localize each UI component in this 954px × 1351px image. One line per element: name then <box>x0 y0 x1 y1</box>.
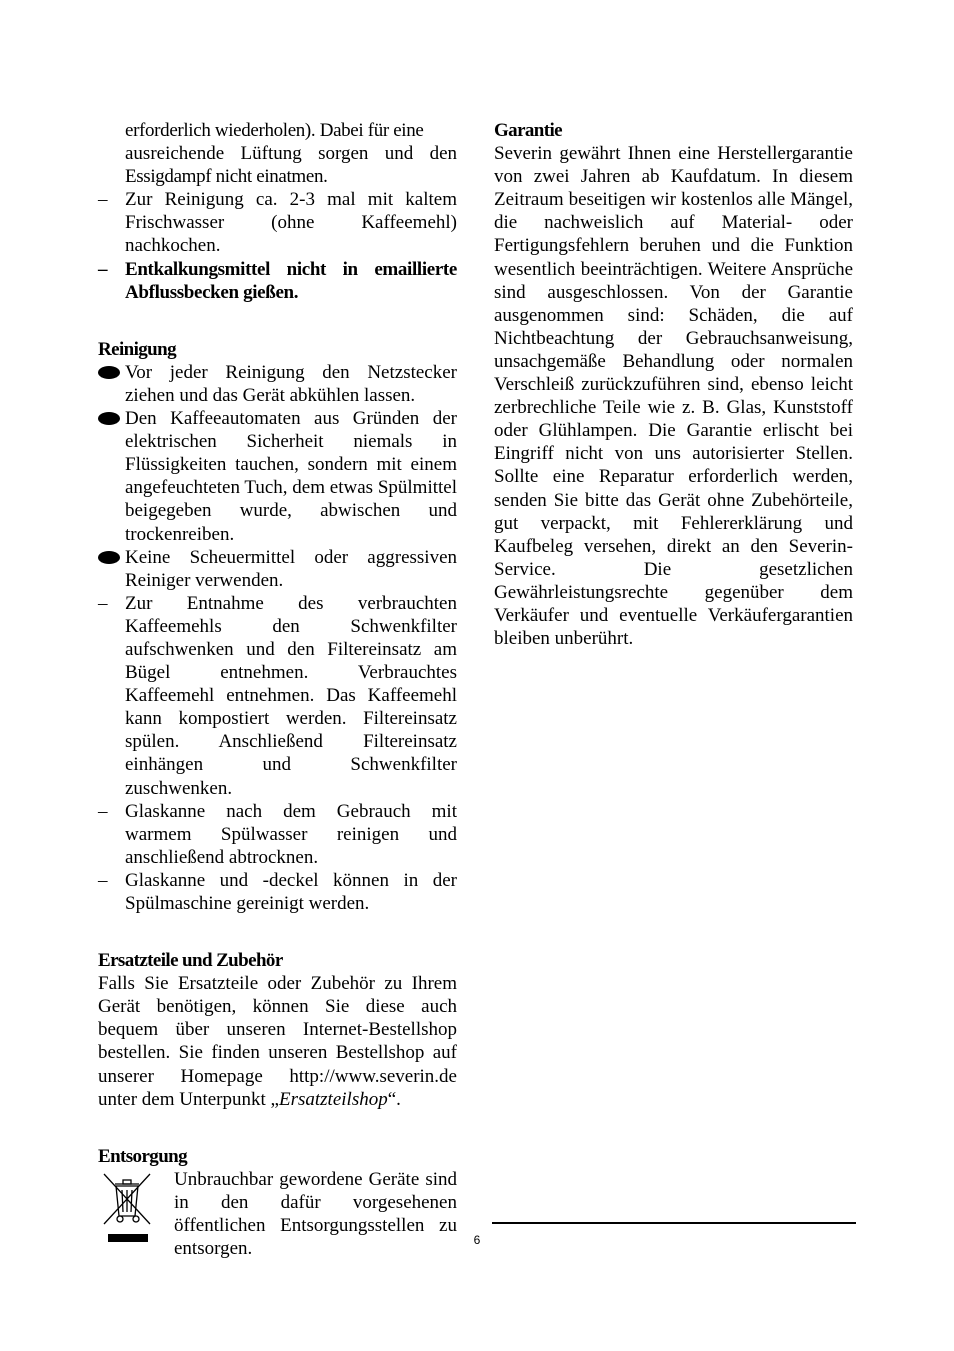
list-item-text: Entkalkungsmittel nicht in emaillierte Abflussbecken gießen. <box>125 258 457 303</box>
intro-line-1: erforderlich wiederholen). Dabei für eine <box>125 120 424 141</box>
footer-rule <box>492 1222 856 1224</box>
intro-line-2: ausreichende Lüftung sorgen und den <box>125 143 457 165</box>
bullet-icon <box>98 551 120 564</box>
list-item-warning <box>98 258 457 304</box>
dash-marker: – <box>98 800 108 822</box>
list-item <box>98 800 457 869</box>
spare-parts-text: Falls Sie Ersatzteile oder Zubehör zu Ihrem Gerät benötigen, können Sie diese auch bequem über unseren Internet-Bestellshop bestellen. Sie finden unseren Bestellshop auf unserer Homepage http://www.severin.de unter dem Unterpunkt „ <box>98 973 457 1110</box>
bullet-icon <box>98 366 120 379</box>
dash-marker: – <box>98 592 108 614</box>
list-item <box>98 592 457 800</box>
list-item <box>98 407 457 546</box>
list-item-text: Zur Entnahme des verbrauchten Kaffeemehls den Schwenkfilter aufschwenken und den Filtereinsatz am Bügel entnehmen. Verbrauchtes Kaffeemehl entnehmen. Das Kaffeemehl kann kompostiert werden. Filtereinsatz spülen. Anschließend Filtereinsatz einhängen und Schwenkfilter zuschwenken. <box>125 592 457 799</box>
spare-parts-text-end: “. <box>387 1088 401 1110</box>
dash-marker: – <box>98 258 108 280</box>
list-item-text: Den Kaffeeautomaten aus Gründen der elektrischen Sicherheit niemals in Flüssigkeiten tauchen, sondern mit einem angefeuchteten Tuch, dem etwas Spülmittel beigegeben wurde, abwischen und trockenreiben. <box>125 408 457 545</box>
page-number: 6 <box>473 1233 481 1247</box>
list-item <box>98 546 457 592</box>
section-heading-disposal: Entsorgung <box>98 1145 188 1167</box>
section-heading-warranty: Garantie <box>494 120 563 141</box>
spacer <box>98 304 457 327</box>
spacer <box>98 915 457 938</box>
list-item-text: Keine Scheuermittel oder aggressiven Reiniger verwenden. <box>125 546 457 591</box>
right-column <box>494 119 853 650</box>
bullet-icon <box>98 412 120 425</box>
list-item-text: Zur Reinigung ca. 2-3 mal mit kaltem Frischwasser (ohne Kaffeemehl) nachkochen. <box>125 189 457 257</box>
list-item <box>98 869 457 915</box>
warranty-paragraph: Severin gewährt Ihnen eine Herstellergarantie von zwei Jahren ab Kaufdatum. In diesem Zeitraum beseitigen wir kostenlos alle Mängel, die nachweislich auf Material- oder Fertigungsfehlern beruhen und die Funktion wesentlich beeinträchtigen. Weitere Ansprüche sind ausgeschlossen. Von der Garantie ausgenommen sind: Schäden, die auf Nichtbeachtung der Gebrauchsanweisung, unsachgemäße Behandlung oder normalen Verschleiß zurückzuführen sind, ebenso leicht zerbrechliche Teile wie z. B. Glas, Kunststoff oder Glühlampen. Die Garantie erlischt bei Eingriff nicht von uns autorisierter Stellen. Sollte eine Reparatur erforderlich werden, senden Sie bitte das Gerät ohne Zubehörteile, gut verpackt, mit Fehlererklärung und Kaufbeleg versehen, direkt an den Severin-Service. Die gesetzlichen Gewährleistungsrechte gegenüber dem Verkäufer und eventuelle Verkäufergarantien bleiben unberührt. <box>494 143 853 650</box>
spare-parts-shop-name: Ersatzteilshop <box>278 1088 388 1110</box>
spacer <box>98 1111 457 1134</box>
list-item-text: Glaskanne und -deckel können in der Spülmaschine gereinigt werden. <box>125 869 457 914</box>
intro-line-3: Essigdampf nicht einatmen. <box>125 166 328 188</box>
list-item <box>98 188 457 257</box>
left-column <box>98 119 457 1260</box>
dash-marker: – <box>98 869 108 891</box>
list-item-text: Glaskanne nach dem Gebrauch mit warmem Spülwasser reinigen und anschließend abtrocknen. <box>125 800 457 868</box>
dash-marker: – <box>98 189 108 211</box>
section-heading-cleaning: Reinigung <box>98 338 177 360</box>
list-item <box>98 361 457 407</box>
disposal-text: Unbrauchbar gewordene Geräte sind in den dafür vorgesehenen öffentlichen Entsorgungsstellen zu entsorgen. <box>174 1168 457 1260</box>
spare-parts-paragraph <box>98 972 457 1111</box>
list-item-text: Vor jeder Reinigung den Netzstecker ziehen und das Gerät abkühlen lassen. <box>125 361 457 406</box>
section-heading-spare-parts: Ersatzteile und Zubehör <box>98 950 283 972</box>
